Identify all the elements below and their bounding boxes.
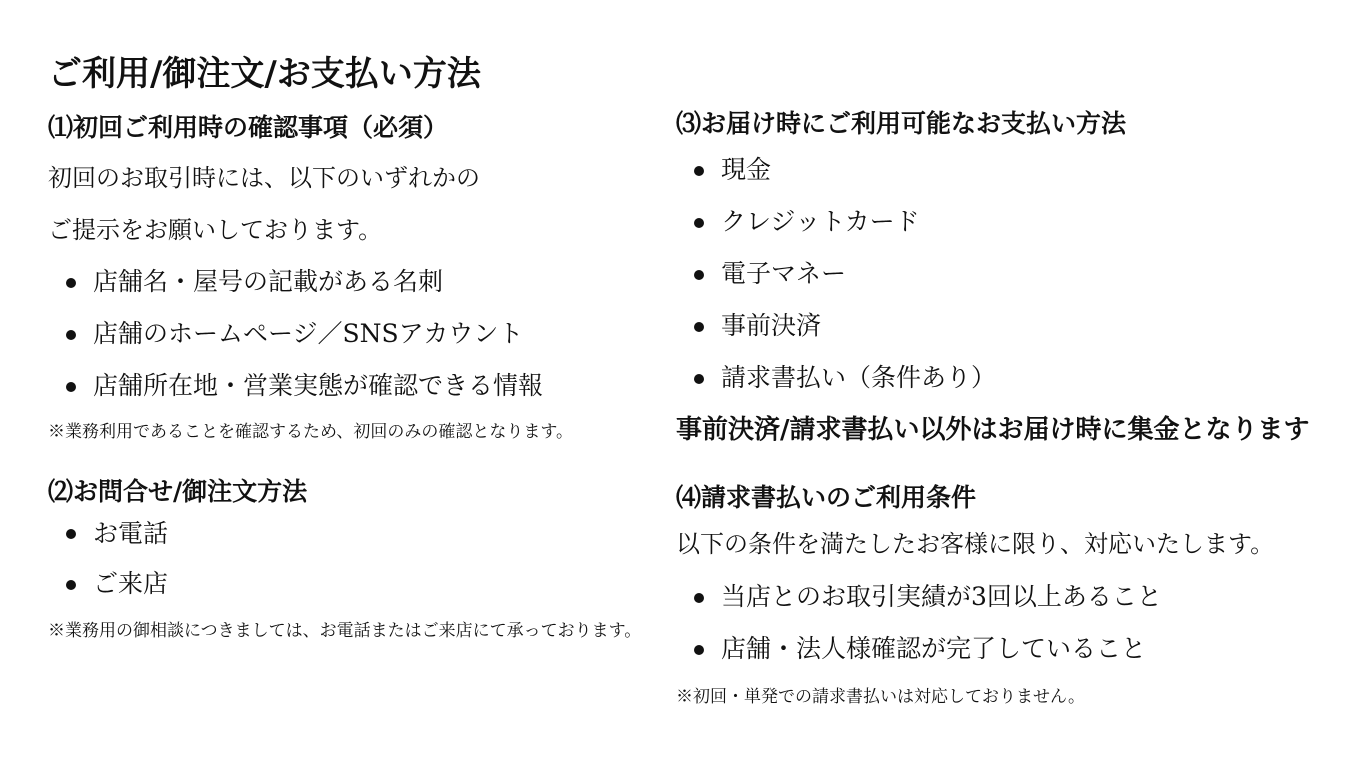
bullet-icon — [694, 322, 704, 332]
list-item-label: 電子マネー — [721, 259, 847, 288]
bullet-icon — [66, 278, 76, 288]
bullet-icon — [694, 270, 704, 280]
list-item-label: 店舗名・屋号の記載がある名刺 — [93, 267, 444, 296]
bullet-icon — [66, 330, 76, 340]
left-column — [48, 110, 708, 652]
first-use-intro-line2: ご提示をお願いしております。 — [48, 216, 383, 244]
invoice-note: ※初回・単発での請求書払いは対応しておりません。 — [676, 687, 1086, 707]
bullet-icon — [694, 374, 704, 384]
page-title: ご利用/御注文/お支払い方法 — [48, 54, 481, 94]
right-column — [676, 106, 1336, 719]
first-use-note: ※業務利用であることを確認するため、初回のみの確認となります。 — [48, 422, 573, 442]
bullet-icon — [694, 645, 704, 655]
list-item-label: 店舗のホームページ／SNSアカウント — [93, 319, 524, 348]
bullet-icon — [66, 382, 76, 392]
section-first-use-check — [48, 110, 708, 452]
list-item-label: 店舗所在地・営業実態が確認できる情報 — [93, 371, 544, 400]
list-item — [48, 558, 708, 610]
invoice-conditions-list — [676, 571, 1336, 675]
first-use-intro-line1: 初回のお取引時には、以下のいずれかの — [48, 164, 480, 192]
section-payment-on-delivery — [676, 106, 1336, 450]
section-invoice-conditions — [676, 480, 1336, 719]
list-item — [676, 623, 1336, 675]
bullet-icon — [66, 580, 76, 590]
list-item-label: クレジットカード — [721, 207, 920, 236]
bullet-icon — [694, 166, 704, 176]
first-use-list — [48, 256, 708, 412]
inquiry-list — [48, 510, 708, 610]
bullet-icon — [66, 529, 76, 539]
section-heading-invoice: ⑷請求書払いのご利用条件 — [676, 483, 977, 512]
section-heading-first-use: ⑴初回ご利用時の確認事項（必須） — [48, 113, 449, 142]
list-item — [676, 352, 1336, 404]
list-item — [48, 510, 708, 558]
list-item-label: 請求書払い（条件あり） — [721, 363, 997, 392]
list-item — [48, 308, 708, 360]
list-item — [48, 256, 708, 308]
list-item-label: 当店とのお取引実績が3回以上あること — [721, 582, 1162, 611]
list-item-label: 店舗・法人様確認が完了していること — [721, 634, 1147, 663]
invoice-intro: 以下の条件を満たしたお客様に限り、対応いたします。 — [676, 530, 1275, 558]
list-item-label: 現金 — [721, 155, 772, 184]
section-heading-inquiry: ⑵お問合せ/御注文方法 — [48, 477, 308, 506]
section-inquiry-order — [48, 474, 708, 652]
list-item — [48, 360, 708, 412]
section-heading-payment: ⑶お届け時にご利用可能なお支払い方法 — [676, 109, 1127, 138]
bullet-icon — [694, 218, 704, 228]
list-item — [676, 571, 1336, 623]
list-item-label: ご来店 — [93, 569, 169, 598]
list-item — [676, 144, 1336, 196]
list-item — [676, 300, 1336, 352]
payment-emphasis-note: 事前決済/請求書払い以外はお届け時に集金となります — [676, 415, 1310, 445]
payment-methods-list — [676, 144, 1336, 404]
bullet-icon — [694, 593, 704, 603]
list-item — [676, 248, 1336, 300]
list-item-label: 事前決済 — [721, 311, 822, 340]
inquiry-note: ※業務用の御相談につきましては、お電話またはご来店にて承っております。 — [48, 621, 642, 641]
list-item-label: お電話 — [93, 519, 169, 548]
list-item — [676, 196, 1336, 248]
